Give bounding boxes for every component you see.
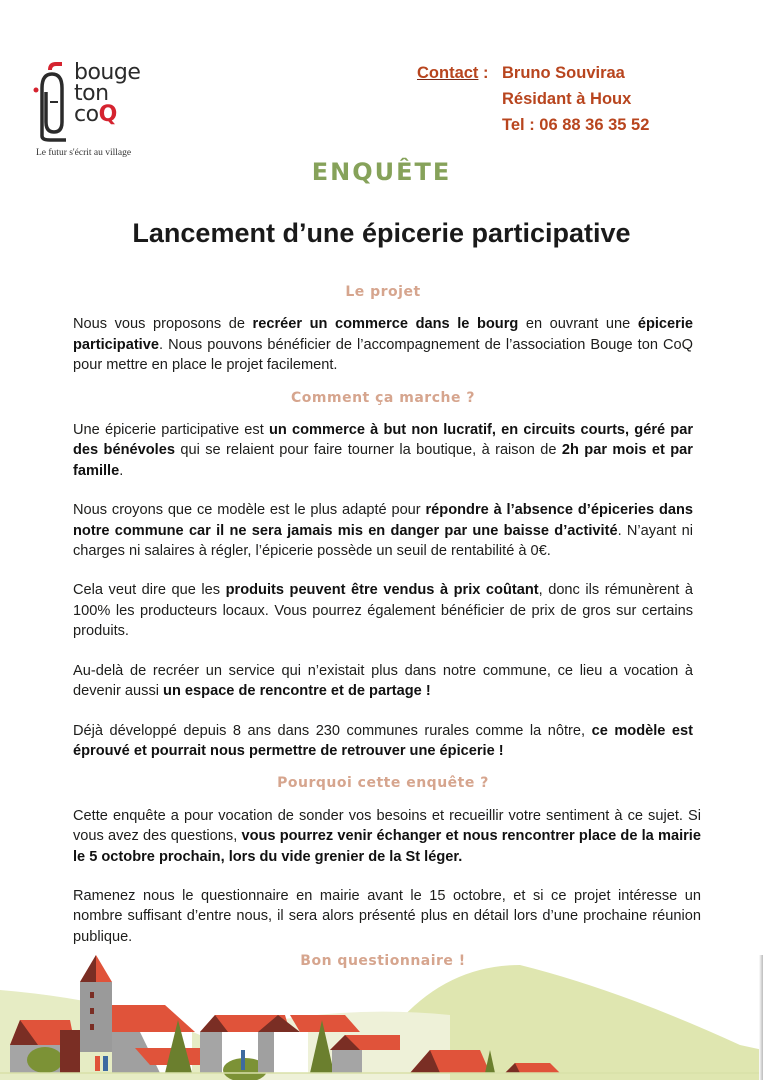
scan-edge-shadow: [759, 955, 763, 1080]
rooster-icon: [30, 62, 70, 142]
text-run: . Nous pouvons bénéficier de l’accompagnement de l’association Bouge ton CoQ pour mettre en place le projet facilement.: [73, 336, 693, 374]
logo-word-bouge: bouge: [74, 60, 141, 85]
paragraph-projet: [73, 314, 693, 375]
text-run: Une épicerie participative est: [73, 422, 269, 439]
logo-wordmark: [74, 62, 140, 125]
village-illustration: [0, 950, 763, 1080]
bold-run: un espace de rencontre et de partage !: [163, 683, 431, 700]
contact-label: [417, 60, 502, 86]
contact-separator: :: [478, 64, 489, 82]
paragraph-comment-1: [73, 420, 693, 481]
section-heading-projet: Le projet: [345, 284, 421, 300]
contact-label-text: Contact: [417, 64, 479, 82]
contact-block: [417, 60, 649, 138]
contact-name: Bruno Souviraa: [502, 64, 625, 82]
text-run: Nous vous proposons de: [73, 316, 253, 333]
paragraph-comment-4: [73, 661, 693, 702]
paragraph-pourquoi-1: [73, 806, 701, 867]
text-run: . N’ayant ni charges ni salaires à régler, l’épicerie possède un seuil de rentabilité à 0€.: [73, 522, 693, 560]
text-run: Au-delà de recréer un service qui n’existait plus dans notre commune, ce lieu a vocation à devenir aussi: [73, 662, 693, 700]
paragraph-pourquoi-2: [73, 886, 701, 947]
church-tower: [80, 955, 112, 1052]
page-title: Lancement d’une épicerie participative: [132, 218, 631, 248]
bold-run: un commerce à but non lucratif, en circuits courts, géré par des bénévoles: [73, 422, 694, 459]
logo-word-ton: ton: [74, 81, 109, 106]
text-run: Cette enquête a pour vocation de sonder vos besoins et recueillir votre sentiment à ce sujet. Si vous avez des questions,: [73, 807, 701, 845]
bold-run: répondre à l’absence d’épiceries dans notre commune car il ne sera jamais mis en danger par une baisse d’activité: [73, 502, 693, 539]
text-run: , donc ils rémunèrent à 100% les producteurs locaux. Vous pourrez également bénéficier de prix de gros sur certains produits.: [73, 582, 693, 640]
section-heading-comment: Comment ça marche ?: [291, 389, 475, 406]
logo-word-coq: [74, 104, 140, 125]
closing-heading: Bon questionnaire !: [300, 953, 466, 970]
paragraph-comment-5: [73, 721, 693, 762]
text-run: Ramenez nous le questionnaire en mairie avant le 15 octobre, et si ce projet intéresse un nombre suffisant d’entre nous, il sera alors présenté plus en détail lors d’une prochaine réunion publique.: [73, 887, 701, 945]
logo-tagline: Le futur s'écrit au village: [36, 148, 132, 158]
document-kicker: ENQUÊTE: [311, 158, 452, 186]
text-run: qui se relaient pour faire tourner la boutique, à raison de: [174, 442, 562, 459]
bouge-ton-coq-logo: [30, 62, 180, 162]
text-run: .: [119, 462, 124, 479]
logo-q-letter: Q: [98, 102, 117, 127]
paragraph-comment-2: [73, 500, 693, 561]
bold-run: épicerie participative: [73, 316, 693, 353]
document-body: [73, 282, 701, 972]
bold-run: 2h par mois et par famille: [73, 442, 693, 479]
section-heading-pourquoi: Pourquoi cette enquête ?: [277, 775, 489, 792]
text-run: Déjà développé depuis 8 ans dans 230 communes rurales comme la nôtre,: [73, 722, 592, 739]
contact-phone: Tel : 06 88 36 35 52: [502, 116, 650, 134]
bold-run: produits peuvent être vendus à prix coûtant: [225, 582, 539, 599]
text-run: Cela veut dire que les: [73, 582, 226, 599]
logo-word-co: co: [74, 102, 99, 127]
text-run: Nous croyons que ce modèle est le plus adapté pour: [73, 502, 426, 519]
contact-role: Résidant à Houx: [502, 90, 632, 108]
bold-run: ce modèle est éprouvé et pourrait nous permettre de retrouver une épicerie !: [73, 722, 694, 759]
text-run: en ouvrant une: [518, 316, 638, 333]
bold-run: vous pourrez venir échanger et nous rencontrer place de la mairie le 5 octobre prochain, lors du vide grenier de la St léger.: [73, 828, 701, 865]
paragraph-comment-3: [73, 580, 693, 641]
bold-run: recréer un commerce dans le bourg: [252, 316, 519, 333]
